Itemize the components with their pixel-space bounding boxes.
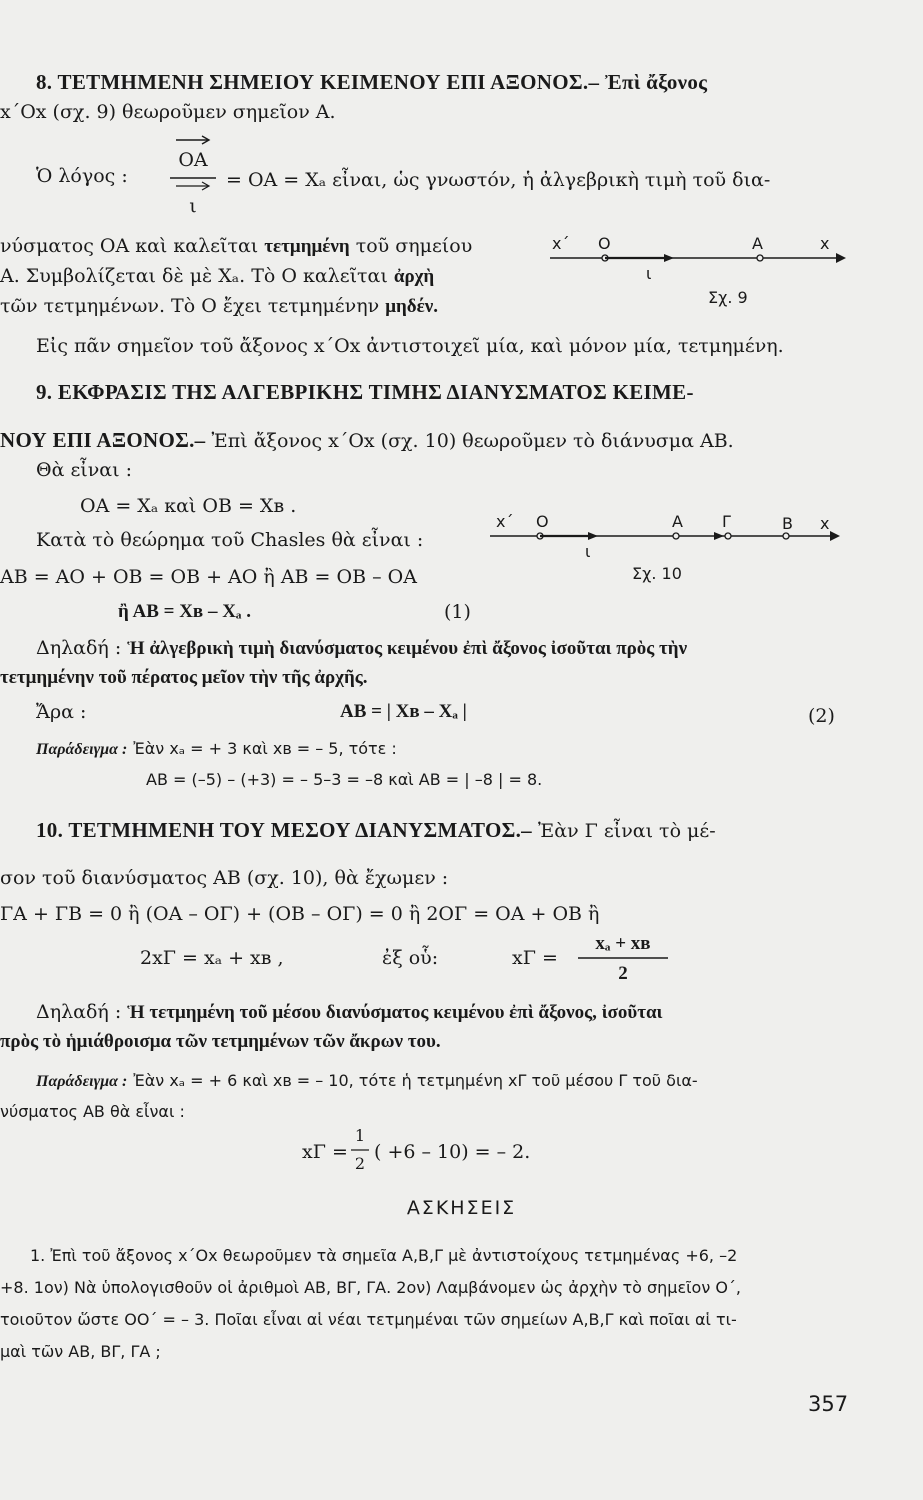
eq-number-2: (2) <box>808 705 835 727</box>
section-10-fraction-den: 2 <box>618 963 628 984</box>
exercise-1-line-3: τοιοῦτον ὥστε ΟΟ΄ = – 3. Ποῖαι εἶναι αἱ νέαι τετμημέναι τῶν σημείων Α,Β,Γ καὶ ποῖαι αἱ τι- <box>0 1310 737 1329</box>
section-9-line-2: Θὰ εἶναι : <box>36 459 133 481</box>
fig10-label-g: Γ <box>722 512 731 531</box>
section-9-example-result: ΑΒ = (–5) – (+3) = – 5–3 = –8 καὶ ΑΒ = | –8 | = 8. <box>146 770 543 789</box>
fig10-caption: Σχ. 10 <box>632 564 682 583</box>
section-9-chasles: Κατὰ τὸ θεώρημα τοῦ Chasles θὰ εἶναι : <box>36 529 424 551</box>
section-9-rule-line-1: Δηλαδή : Ἡ ἀλγεβρικὴ τιμὴ διανύσματος κειμένου ἐπὶ ἄξονος ἰσοῦται πρὸς τὴν <box>36 637 688 659</box>
section-8-heading: 8. ΤΕΤΜΗΜΕΝΗ ΣΗΜΕΙΟΥ ΚΕΙΜΕΝΟΥ ΕΠΙ ΑΞΟΝΟΣ.– Ἐπὶ ἄξονος <box>36 70 708 94</box>
figure-9-axis <box>550 226 850 306</box>
section-9-eq1: ἢ ΑΒ = Χʙ – Χₐ . <box>118 601 251 622</box>
section-10-example-line-2: νύσματος ΑΒ θὰ εἶναι : <box>0 1102 185 1121</box>
ratio-label: Ὁ λόγος : <box>36 165 128 187</box>
section-10-fraction-num: xₐ + xʙ <box>595 933 651 954</box>
section-9-line-1: ΝΟΥ ΕΠΙ ΑΞΟΝΟΣ.– Ἐπὶ ἄξονος x΄Ox (σχ. 10) θεωροῦμεν τὸ διάνυσμα ΑΒ. <box>0 428 734 452</box>
section-9-rule-line-2: τετμημένην τοῦ πέρατος μεῖον τὴν τῆς ἀρχῆς. <box>0 667 368 688</box>
section-9-example: Παράδειγμα : Ἐὰν xₐ = + 3 καὶ xʙ = – 5, τότε : <box>36 739 397 758</box>
section-10-sum: 2xΓ = xₐ + xʙ , <box>140 947 284 969</box>
section-10-xg-label: xΓ = <box>512 947 558 969</box>
ratio-denominator: ι <box>189 195 197 217</box>
section-10-fraction-bar <box>578 956 670 960</box>
section-10-example-result: ( +6 – 10) = – 2. <box>374 1141 531 1163</box>
ratio-numerator: ΟΑ <box>178 149 208 171</box>
section-10-example-half-den: 2 <box>354 1154 366 1173</box>
section-10-heading: 10. ΤΕΤΜΗΜΕΝΗ ΤΟΥ ΜΕΣΟΥ ΔΙΑΝΥΣΜΑΤΟΣ.– Ἐὰν Γ εἶναι τὸ μέ- <box>36 818 716 842</box>
fig10-label-xprime: x΄ <box>496 512 514 531</box>
exercise-1-line-1: 1. Ἐπὶ τοῦ ἄξονος x΄Ox θεωροῦμεν τὰ σημεῖα Α,Β,Γ μὲ ἀντιστοίχους τετμημένας +6, –2 <box>30 1246 738 1265</box>
section-8-line-5: τῶν τετμημένων. Τὸ Ο ἔχει τετμημένην μηδέν. <box>0 295 438 317</box>
ratio-equation: = ΟΑ = Χₐ εἶναι, ὡς γνωστόν, ἡ ἀλγεβρικὴ τιμὴ τοῦ δια- <box>226 169 771 191</box>
fig9-label-a: A <box>752 234 763 253</box>
fig10-label-o: O <box>536 512 549 531</box>
section-10-rule-line-1: Δηλαδή : Ἡ τετμημένη τοῦ μέσου διανύσματος κειμένου ἐπὶ ἄξονος, ἰσοῦται <box>36 1001 663 1023</box>
section-8-line-4: Α. Συμβολίζεται δὲ μὲ Χₐ. Τὸ Ο καλεῖται ἀρχὴ <box>0 265 435 287</box>
section-9-ara: Ἄρα : <box>36 701 87 723</box>
exercises-title: ΑΣΚΗΣΕΙΣ <box>406 1197 517 1219</box>
fig9-label-x: x <box>820 234 830 253</box>
section-8-line-3: νύσματος ΟΑ καὶ καλεῖται τετμημένη τοῦ σημείου <box>0 235 473 257</box>
section-9-oa-ob: ΟΑ = Χₐ καὶ ΟΒ = Χʙ . <box>80 495 297 517</box>
section-10-whence: ἐξ οὗ: <box>382 947 439 969</box>
section-10-example-half-num: 1 <box>354 1126 366 1145</box>
section-10-derivation: ΓΑ + ΓΒ = 0 ἢ (ΟΑ – ΟΓ) + (ΟΒ – ΟΓ) = 0 ἢ 2ΟΓ = ΟΑ + ΟΒ ἢ <box>0 903 600 925</box>
fig9-caption: Σχ. 9 <box>708 288 748 307</box>
section-8-line-1: x΄Ox (σχ. 9) θεωροῦμεν σημεῖον Α. <box>0 101 336 123</box>
section-10-example-xg: xΓ = <box>302 1141 348 1163</box>
section-8-line-6: Εἰς πᾶν σημεῖον τοῦ ἄξονος x΄Ox ἀντιστοιχεῖ μία, καὶ μόνον μία, τετμημένη. <box>36 335 784 357</box>
fig10-label-x: x <box>820 514 830 533</box>
section-9-chasles-eq: ΑΒ = ΑΟ + ΟΒ = ΟΒ + ΑΟ ἢ ΑΒ = ΟΒ – ΟΑ <box>0 566 417 588</box>
eq-number-1: (1) <box>444 601 471 623</box>
fig10-unit-label: ι <box>585 542 591 561</box>
fig9-unit-label: ι <box>646 264 652 283</box>
fig10-label-a: A <box>672 512 683 531</box>
fig9-label-xprime: x΄ <box>552 234 570 253</box>
fig9-label-o: O <box>598 234 611 253</box>
section-10-line-1: σον τοῦ διανύσματος ΑΒ (σχ. 10), θὰ ἔχωμεν : <box>0 867 449 889</box>
exercise-1-line-4: μαὶ τῶν ΑΒ, ΒΓ, ΓΑ ; <box>0 1342 161 1361</box>
page-number: 357 <box>808 1392 849 1416</box>
fig10-label-b: B <box>782 514 793 533</box>
section-10-rule-line-2: πρὸς τὸ ἡμιάθροισμα τῶν τετμημένων τῶν ἄκρων του. <box>0 1031 441 1052</box>
section-9-eq2: ΑΒ = | Χʙ – Χₐ | <box>340 701 467 722</box>
section-10-example: Παράδειγμα : Ἐὰν xₐ = + 6 καὶ xʙ = – 10, τότε ἡ τετμημένη xΓ τοῦ μέσου Γ τοῦ δια- <box>36 1071 698 1090</box>
section-9-heading: 9. ΕΚΦΡΑΣΙΣ ΤΗΣ ΑΛΓΕΒΡΙΚΗΣ ΤΙΜΗΣ ΔΙΑΝΥΣΜΑΤΟΣ ΚΕΙΜΕ- <box>36 380 694 404</box>
ratio-vector-arrows <box>168 130 228 190</box>
exercise-1-line-2: +8. 1ον) Νὰ ὑπολογισθοῦν οἱ ἀριθμοὶ ΑΒ, ΒΓ, ΓΑ. 2ον) Λαμβάνομεν ὡς ἀρχὴν τὸ σημεῖον Ο΄, <box>0 1278 742 1297</box>
